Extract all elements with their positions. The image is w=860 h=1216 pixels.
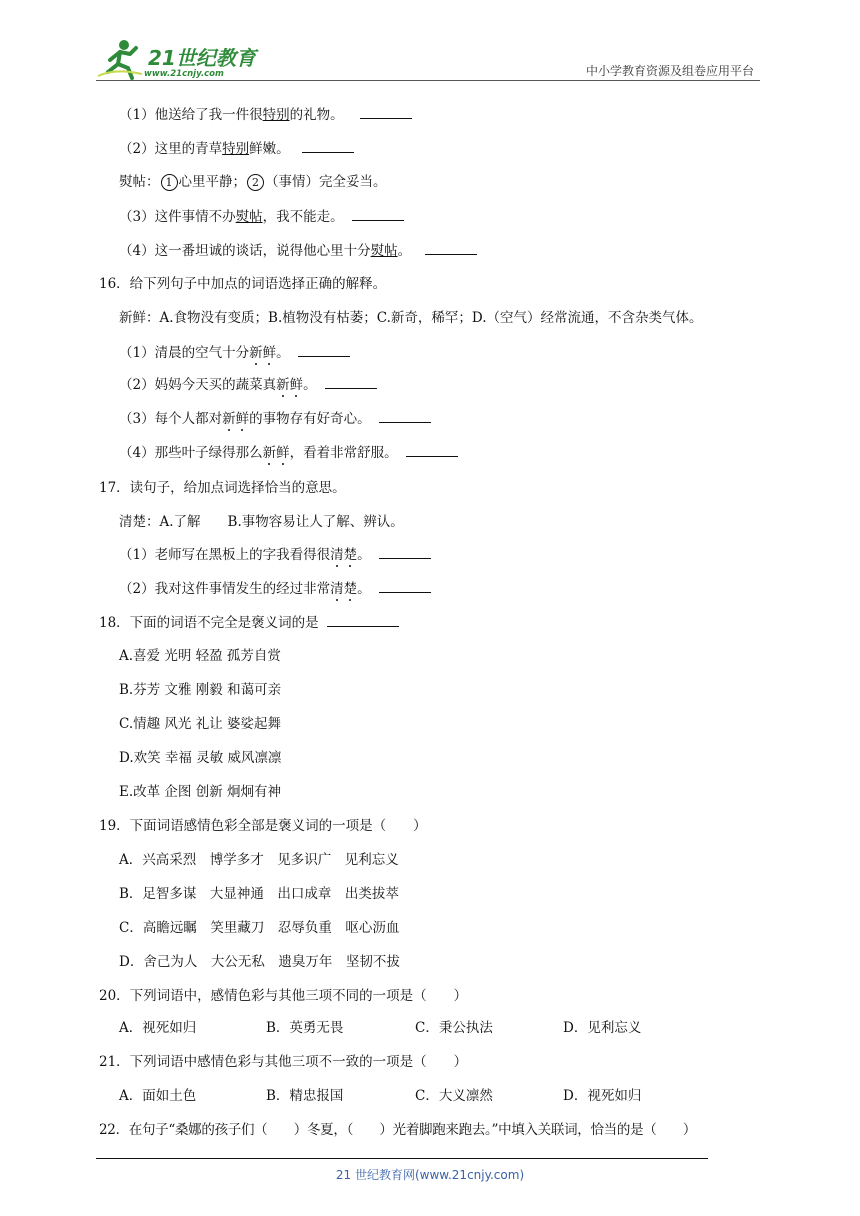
q15-item-4: （4）这一番坦诚的谈话，说得他心里十分熨帖。	[119, 240, 477, 261]
site-logo	[96, 36, 266, 80]
running-man-icon	[96, 36, 148, 80]
q15-item-2: （2）这里的青草特别鲜嫩。	[119, 138, 354, 159]
q21-option-a: A．面如土色	[119, 1088, 197, 1104]
q17-stem: 17．读句子，给加点词选择恰当的意思。	[99, 480, 346, 496]
answer-blank[interactable]	[302, 138, 354, 153]
answer-blank[interactable]	[406, 442, 458, 457]
answer-blank[interactable]	[325, 374, 377, 389]
q18-option-c: C.情趣 风光 礼让 婆娑起舞	[119, 716, 282, 732]
q22-stem: 22．在句子“桑娜的孩子们（ ）冬夏，（ ）光着脚跑来跑去。”中填入关联词，恰当的是（ ）	[99, 1122, 697, 1138]
q16-stem: 16．给下列句子中加点的词语选择正确的解释。	[99, 276, 387, 292]
q20-option-c: C．秉公执法	[415, 1020, 493, 1036]
answer-blank[interactable]	[379, 408, 431, 423]
q15-item-3: （3）这件事情不办熨帖，我不能走。	[119, 206, 404, 227]
q20-option-a: A．视死如归	[119, 1020, 197, 1036]
header-divider	[96, 80, 760, 81]
logo-brand-text: 21世纪教育	[148, 46, 256, 70]
answer-blank[interactable]	[379, 578, 431, 593]
platform-name: 中小学教育资源及组卷应用平台	[585, 64, 754, 78]
q17-item-1: （1）老师写在黑板上的字我看得很清楚。	[119, 544, 431, 565]
q21-stem: 21．下列词语中感情色彩与其他三项不一致的一项是（ ）	[99, 1054, 468, 1070]
q18-option-e: E.改革 企图 创新 炯炯有神	[119, 784, 282, 800]
q15-item-1: （1）他送给了我一件很特别的礼物。	[119, 104, 412, 125]
q20-option-b: B．英勇无畏	[266, 1020, 344, 1036]
q19-option-c: C．高瞻远瞩 笑里藏刀 忍辱负重 呕心沥血	[119, 920, 400, 936]
answer-blank[interactable]	[327, 612, 399, 627]
q19-option-a: A．兴高采烈 博学多才 见多识广 见利忘义	[119, 852, 399, 868]
q17-definition: 清楚：A.了解 B.事物容易让人了解、辨认。	[119, 514, 404, 530]
q18-option-d: D.欢笑 幸福 灵敏 威风凛凛	[119, 750, 282, 766]
q16-item-3: （3）每个人都对新鲜的事物存有好奇心。	[119, 408, 431, 429]
q16-item-1: （1）清晨的空气十分新鲜。	[119, 342, 350, 363]
q20-stem: 20．下列词语中，感情色彩与其他三项不同的一项是（ ）	[99, 988, 468, 1004]
q21-option-b: B．精忠报国	[266, 1088, 344, 1104]
q16-item-2: （2）妈妈今天买的蔬菜真新鲜。	[119, 374, 377, 395]
answer-blank[interactable]	[352, 206, 404, 221]
answer-blank[interactable]	[425, 240, 477, 255]
q16-item-4: （4）那些叶子绿得那么新鲜，看着非常舒服。	[119, 442, 458, 463]
answer-blank[interactable]	[298, 342, 350, 357]
q18-option-b: B.芬芳 文雅 刚毅 和蔼可亲	[119, 682, 282, 698]
footer-divider	[96, 1158, 708, 1159]
q21-option-c: C．大义凛然	[415, 1088, 493, 1104]
q19-option-d: D．舍己为人 大公无私 遗臭万年 坚韧不拔	[119, 954, 400, 970]
page-header	[96, 32, 760, 80]
q17-item-2: （2）我对这件事情发生的经过非常清楚。	[119, 578, 431, 599]
footer-text: 21 世纪教育网(www.21cnjy.com)	[335, 1168, 525, 1182]
q19-stem: 19．下面词语感情色彩全部是褒义词的一项是（ ）	[99, 818, 427, 834]
answer-blank[interactable]	[360, 104, 412, 119]
answer-blank[interactable]	[379, 544, 431, 559]
logo-url-text: www.21cnjy.com	[144, 69, 224, 79]
tuotie-definition: 熨帖： 1 心里平静； 2 （事情）完全妥当。	[119, 174, 387, 190]
q19-option-b: B．足智多谋 大显神通 出口成章 出类拔萃	[119, 886, 399, 902]
q18-option-a: A.喜爱 光明 轻盈 孤芳自赏	[119, 648, 281, 664]
q20-option-d: D．见利忘义	[563, 1020, 642, 1036]
q16-definition: 新鲜：A.食物没有变质；B.植物没有枯萎；C.新奇，稀罕；D.（空气）经常流通，不含杂类气体。	[119, 310, 703, 326]
q21-option-d: D．视死如归	[563, 1088, 642, 1104]
q18-stem: 18．下面的词语不完全是褒义词的是	[99, 612, 399, 633]
